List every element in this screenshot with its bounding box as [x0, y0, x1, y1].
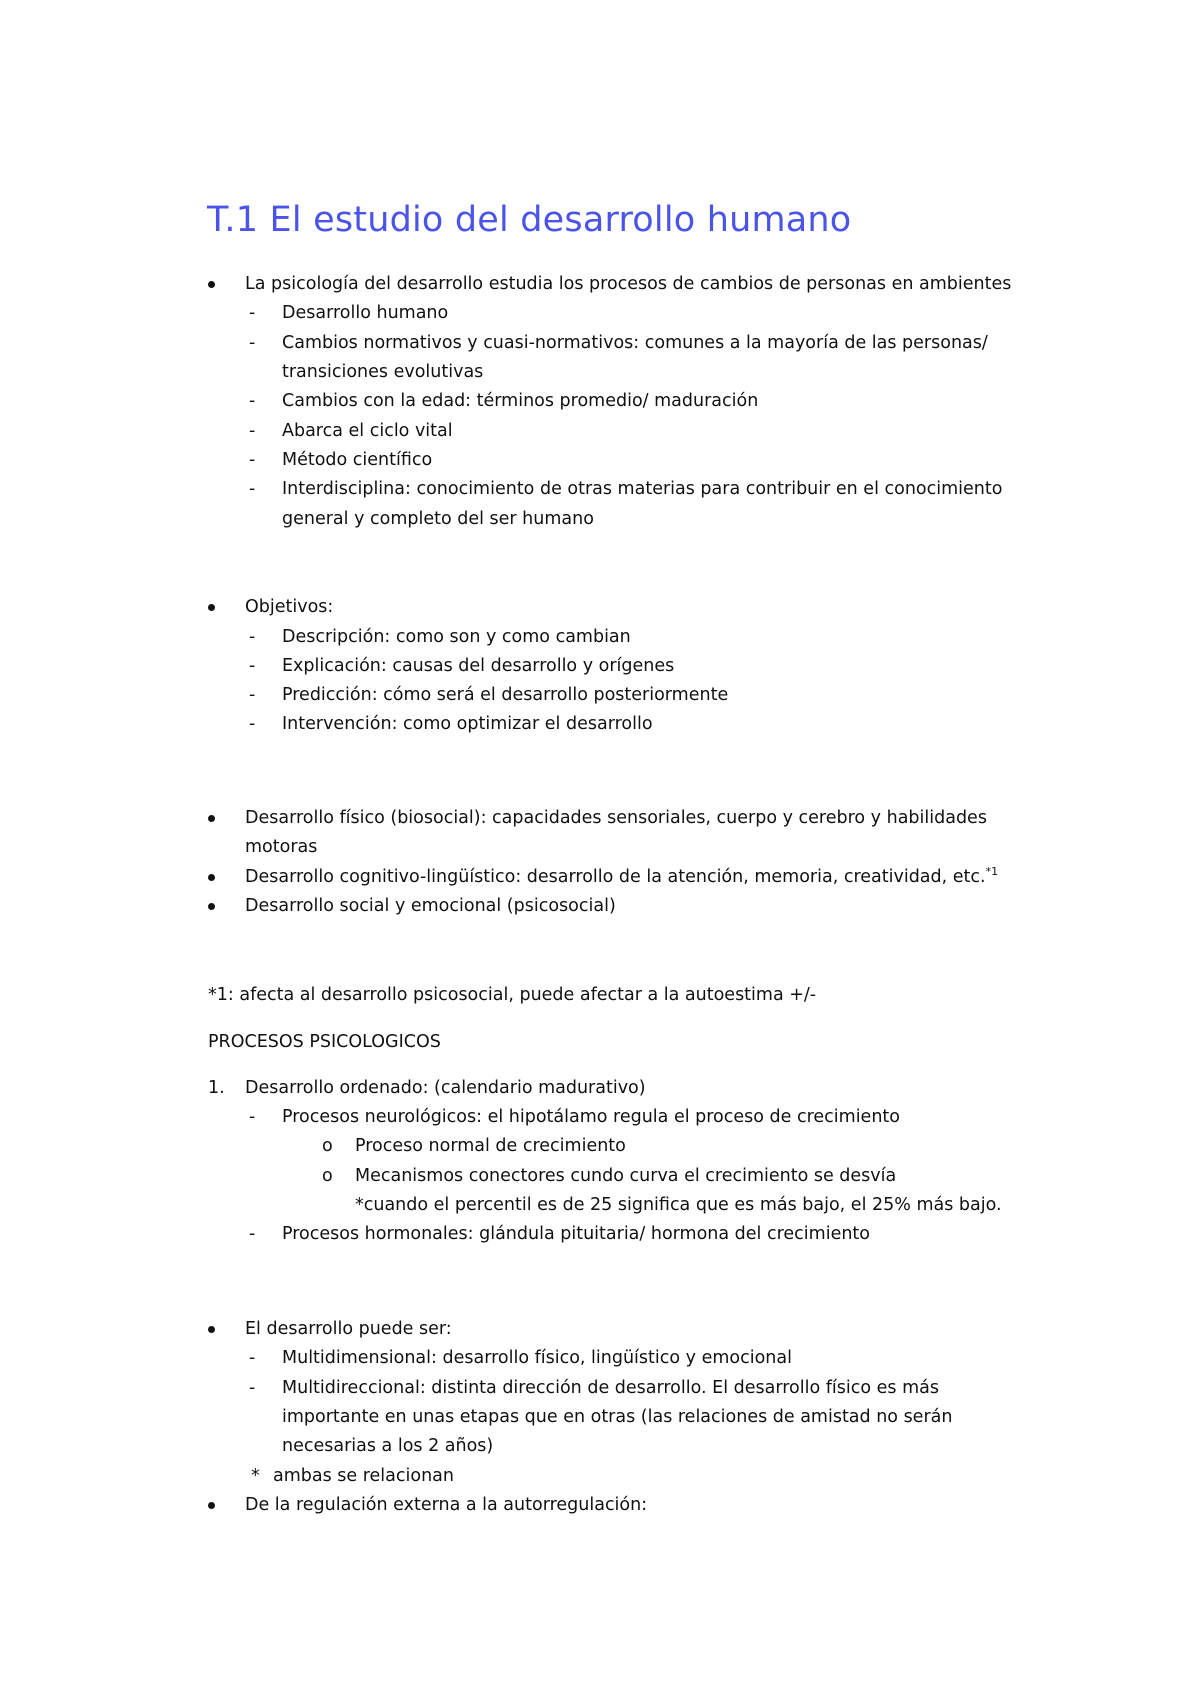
list-item: Abarca el ciclo vital [282, 421, 453, 441]
list-item: Desarrollo humano [282, 303, 449, 323]
intro-text: La psicología del desarrollo estudia los procesos de cambios de personas en ambientes [245, 274, 1012, 294]
dash-marker: - [249, 1224, 256, 1244]
footnote-ref: *1 [985, 865, 999, 878]
list-item-continuation: general y completo del ser humano [282, 509, 594, 529]
list-item: Método científico [282, 450, 433, 470]
list-item: Cambios con la edad: términos promedio/ maduración [282, 391, 759, 411]
list-item-continuation: necesarias a los 2 años) [282, 1436, 494, 1456]
dash-marker: - [249, 627, 256, 647]
list-item: Multidireccional: distinta dirección de desarrollo. El desarrollo físico es más [282, 1378, 939, 1398]
bullet-icon [208, 815, 215, 822]
list-item-continuation: importante en unas etapas que en otras (las relaciones de amistad no serán [282, 1407, 953, 1427]
footnote-text: *1: afecta al desarrollo psicosocial, puede afectar a la autoestima +/- [208, 985, 817, 1005]
fisico-text: Desarrollo físico (biosocial): capacidades sensoriales, cuerpo y cerebro y habilidades [245, 808, 987, 828]
dash-marker: - [249, 450, 256, 470]
desarrollo-heading: El desarrollo puede ser: [245, 1319, 452, 1339]
star-marker: * [251, 1466, 260, 1486]
sub-list-item: Proceso normal de crecimiento [355, 1136, 626, 1156]
dash-marker: - [249, 391, 256, 411]
dash-marker: - [249, 333, 256, 353]
list-item-continuation: transiciones evolutivas [282, 362, 484, 382]
list-item: Descripción: como son y como cambian [282, 627, 631, 647]
dash-marker: - [249, 685, 256, 705]
dash-marker: - [249, 1348, 256, 1368]
list-item: Explicación: causas del desarrollo y orígenes [282, 656, 675, 676]
dash-marker: - [249, 1378, 256, 1398]
dash-marker: - [249, 303, 256, 323]
cognitivo-label: Desarrollo cognitivo-lingüístico: desarrollo de la atención, memoria, creatividad, etc. [245, 867, 986, 887]
ordenado-text: Desarrollo ordenado: (calendario madurativo) [245, 1078, 646, 1098]
circle-marker: o [322, 1136, 333, 1156]
regulacion-text: De la regulación externa a la autorregulación: [245, 1495, 648, 1515]
bullet-icon [208, 1502, 215, 1509]
list-item: Procesos neurológicos: el hipotálamo regula el proceso de crecimiento [282, 1107, 900, 1127]
list-item: Predicción: cómo será el desarrollo posteriormente [282, 685, 729, 705]
list-item: Multidimensional: desarrollo físico, lingüístico y emocional [282, 1348, 792, 1368]
fisico-continuation: motoras [245, 837, 318, 857]
bullet-icon [208, 281, 215, 288]
objetivos-heading: Objetivos: [245, 597, 334, 617]
sub-list-item: Mecanismos conectores cundo curva el crecimiento se desvía [355, 1166, 897, 1186]
dash-marker: - [249, 656, 256, 676]
circle-marker: o [322, 1166, 333, 1186]
document-title: T.1 El estudio del desarrollo humano [207, 200, 852, 240]
bullet-icon [208, 604, 215, 611]
list-item: Intervención: como optimizar el desarrollo [282, 714, 653, 734]
cognitivo-text [245, 866, 998, 888]
dash-marker: - [249, 1107, 256, 1127]
dash-marker: - [249, 714, 256, 734]
list-item: Procesos hormonales: glándula pituitaria/ hormona del crecimiento [282, 1224, 870, 1244]
social-text: Desarrollo social y emocional (psicosocial) [245, 896, 616, 916]
dash-marker: - [249, 421, 256, 441]
list-item: Cambios normativos y cuasi-normativos: comunes a la mayoría de las personas/ [282, 333, 988, 353]
procesos-heading: PROCESOS PSICOLOGICOS [208, 1032, 441, 1052]
list-item: Interdisciplina: conocimiento de otras materias para contribuir en el conocimiento [282, 479, 1003, 499]
bullet-icon [208, 1326, 215, 1333]
percentil-note: *cuando el percentil es de 25 significa que es más bajo, el 25% más bajo. [355, 1195, 1002, 1215]
bullet-icon [208, 874, 215, 881]
dash-marker: - [249, 479, 256, 499]
number-marker: 1. [208, 1078, 225, 1098]
bullet-icon [208, 903, 215, 910]
ambas-note: ambas se relacionan [273, 1466, 454, 1486]
